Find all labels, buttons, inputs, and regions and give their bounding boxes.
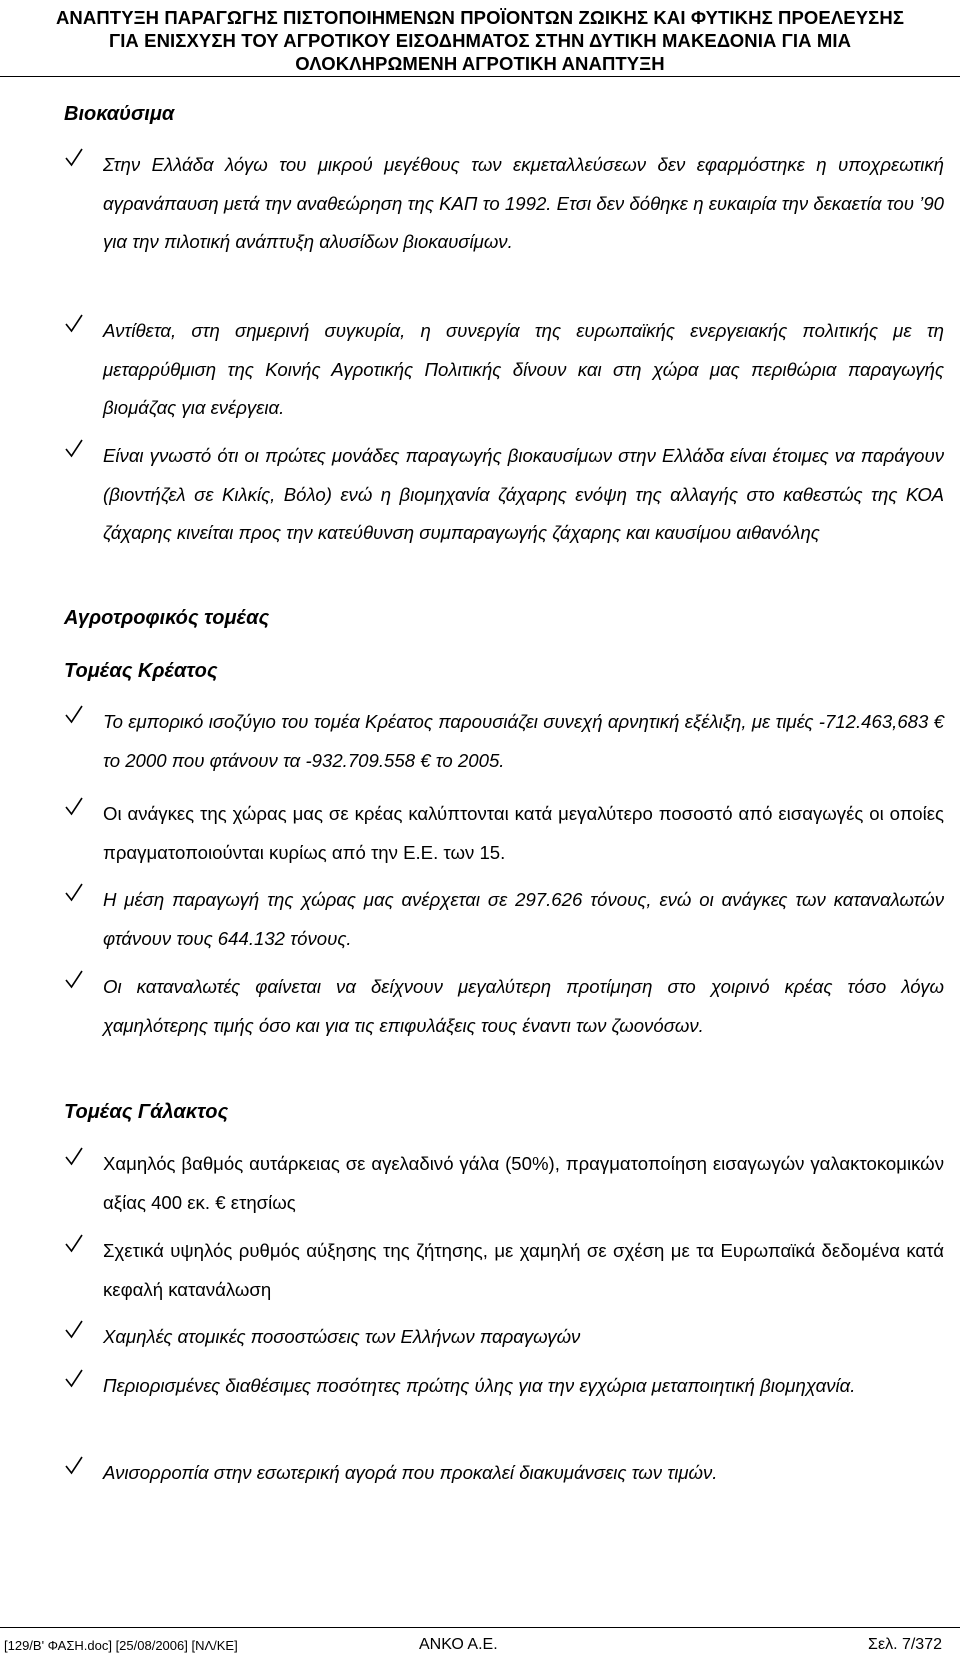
- check-mark-icon: [64, 146, 84, 168]
- bullet-text: Οι καταναλωτές φαίνεται να δείχνουν μεγαλύτερη προτίμηση στο χοιρινό κρέας τόσο λόγω χαμηλότερης τιμής όσο και για τις επιφυλάξεις τους έναντι των ζωονόσων.: [103, 976, 944, 1036]
- bullet-meat-2: [64, 795, 944, 872]
- bullet-milk-1: [64, 1145, 944, 1222]
- bullet-meat-4: [64, 968, 944, 1045]
- bullet-text: Χαμηλός βαθμός αυτάρκειας σε αγελαδινό γάλα (50%), πραγματοποίηση εισαγωγών γαλακτοκομικών αξίας 400 εκ. € ετησίως: [103, 1153, 944, 1213]
- footer-page-number: Σελ. 7/372: [868, 1636, 942, 1653]
- bullet-text: Το εμπορικό ισοζύγιο του τομέα Κρέατος παρουσιάζει συνεχή αρνητική εξέλιξη, με τιμές -712.463,683 € το 2000 που φτάνουν τα -932.709.558 € το 2005.: [103, 711, 944, 771]
- bullet-text: Η μέση παραγωγή της χώρας μας ανέρχεται σε 297.626 τόνους, ενώ οι ανάγκες των καταναλωτών φτάνουν τους 644.132 τόνους.: [103, 889, 944, 949]
- check-mark-icon: [64, 437, 84, 459]
- bullet-text: Αντίθετα, στη σημερινή συγκυρία, η συνεργία της ευρωπαϊκής ενεργειακής πολιτικής με τη μεταρρύθμιση της Κοινής Αγροτικής Πολιτικής δίνουν και στη χώρα μας περιθώρια παραγωγής βιομάζας για ενέργεια.: [103, 320, 944, 418]
- bullet-text: Είναι γνωστό ότι οι πρώτες μονάδες παραγωγής βιοκαυσίμων στην Ελλάδα είναι έτοιμες να παράγουν (βιοντήζελ σε Κιλκίς, Βόλο) ενώ η βιομηχανία ζάχαρης ενόψη της αλλαγής στο καθεστώς της ΚΟΑ ζάχαρης κινείται προς την κατεύθυνση συμπαραγωγής ζάχαρης και καυσίμου αιθανόλης: [103, 445, 944, 543]
- check-mark-icon: [64, 881, 84, 903]
- bullet-bio-2: [64, 312, 944, 428]
- bullet-milk-4: [64, 1367, 944, 1406]
- check-mark-icon: [64, 1367, 84, 1389]
- header-line-1: ΑΝΑΠΤΥΞΗ ΠΑΡΑΓΩΓΗΣ ΠΙΣΤΟΠΟΙΗΜΕΝΩΝ ΠΡΟΪΟΝΤΩΝ ΖΩΙΚΗΣ ΚΑΙ ΦΥΤΙΚΗΣ ΠΡΟΕΛΕΥΣΗΣ: [55, 7, 905, 28]
- bullet-milk-2: [64, 1232, 944, 1309]
- bullet-text: Οι ανάγκες της χώρας μας σε κρέας καλύπτονται κατά μεγαλύτερο ποσοστό από εισαγωγές οι οποίες πραγματοποιούνται κυρίως από την Ε.Ε. των 15.: [103, 803, 944, 863]
- header-line-3: ΟΛΟΚΛΗΡΩΜΕΝΗ ΑΓΡΟΤΙΚΗ ΑΝΑΠΤΥΞΗ: [295, 53, 665, 74]
- heading-agrifood: Αγροτροφικός τομέας: [64, 607, 270, 629]
- heading-milk: Τομέας Γάλακτος: [64, 1101, 229, 1123]
- bullet-bio-3: [64, 437, 944, 553]
- bullet-milk-3: [64, 1318, 944, 1357]
- heading-biofuels: Βιοκαύσιμα: [64, 103, 175, 125]
- bullet-text: Στην Ελλάδα λόγω του μικρού μεγέθους των εκμεταλλεύσεων δεν εφαρμόστηκε η υποχρεωτική αγρανάπαυση μετά την αναθεώρηση της ΚΑΠ το 1992. Ετσι δεν δόθηκε η ευκαιρία την δεκαετία του ’90 για την πιλοτική ανάπτυξη αλυσίδων βιοκαυσίμων.: [103, 154, 944, 252]
- header-line-2: ΓΙΑ ΕΝΙΣΧΥΣΗ ΤΟΥ ΑΓΡΟΤΙΚΟΥ ΕΙΣΟΔΗΜΑΤΟΣ ΣΤΗΝ ΔΥΤΙΚΗ ΜΑΚΕΔΟΝΙΑ ΓΙΑ ΜΙΑ: [108, 30, 852, 51]
- check-mark-icon: [64, 1145, 84, 1167]
- footer-company: ΑΝΚΟ Α.Ε.: [419, 1636, 498, 1653]
- bullet-text: Σχετικά υψηλός ρυθμός αύξησης της ζήτησης, με χαμηλή σε σχέση με τα Ευρωπαϊκά δεδομένα κατά κεφαλή κατανάλωση: [103, 1240, 944, 1300]
- check-mark-icon: [64, 312, 84, 334]
- check-mark-icon: [64, 1318, 84, 1340]
- document-header: [18, 6, 942, 75]
- bullet-meat-3: [64, 881, 944, 958]
- check-mark-icon: [64, 703, 84, 725]
- bullet-meat-1: [64, 703, 944, 780]
- bullet-text: Ανισορροπία στην εσωτερική αγορά που προκαλεί διακυμάνσεις των τιμών.: [103, 1462, 718, 1483]
- check-mark-icon: [64, 1454, 84, 1476]
- footer-file-info: [129/Β' ΦΑΣΗ.doc] [25/08/2006] [ΝΛ/ΚΕ]: [4, 1638, 238, 1653]
- check-mark-icon: [64, 968, 84, 990]
- footer-rule: [0, 1627, 960, 1628]
- bullet-text: Περιορισμένες διαθέσιμες ποσότητες πρώτης ύλης για την εγχώρια μεταποιητική βιομηχανία.: [103, 1375, 856, 1396]
- check-mark-icon: [64, 1232, 84, 1254]
- check-mark-icon: [64, 795, 84, 817]
- bullet-milk-5: [64, 1454, 944, 1493]
- heading-meat: Τομέας Κρέατος: [64, 660, 218, 682]
- bullet-text: Χαμηλές ατομικές ποσοστώσεις των Ελλήνων παραγωγών: [103, 1326, 581, 1347]
- bullet-bio-1: [64, 146, 944, 262]
- header-rule: [0, 76, 960, 77]
